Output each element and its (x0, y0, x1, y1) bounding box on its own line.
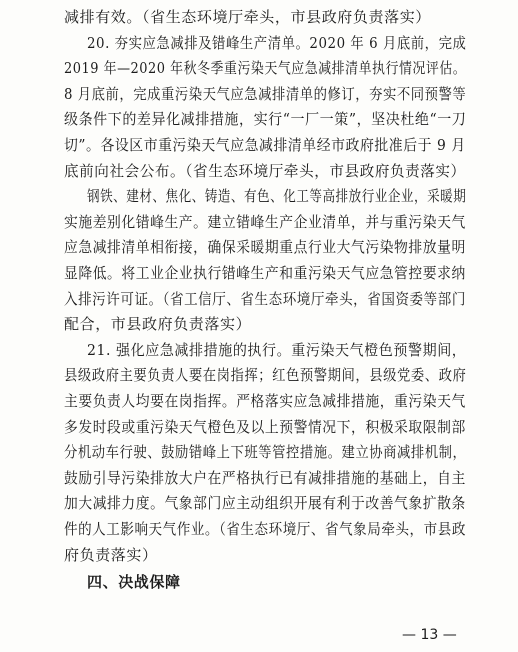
paragraph-line: 鼓励引导污染排放大户在严格执行已有减排措施的基础上，自主 (64, 468, 466, 487)
paragraph-line: 分机动车行驶、鼓励错峰上下班等管控措施。建立协商减排机制， (64, 443, 467, 462)
paragraph-line: 钢铁、建材、焦化、铸造、有色、化工等高排放行业企业，采暖期 (87, 187, 467, 206)
paragraph-line: 配合，市县政府负责落实） (64, 315, 252, 334)
paragraph-line: 入排污许可证。（省工信厅、省生态环境厅牵头，省国资委等部门 (64, 289, 466, 308)
paragraph-line: 主要负责人均要在岗指挥。严格落实应急减排措施，重污染天气 (64, 392, 466, 410)
paragraph-line: 减排有效。（省生态环境厅牵头，市县政府负责落实） (64, 8, 431, 26)
section-heading: 四、决战保障 (87, 573, 181, 592)
paragraph-line: 8 月底前，完成重污染天气应急减排清单的修订，夯实不同预警等 (64, 84, 467, 103)
paragraph-line: 加大减排力度。气象部门应主动组织开展有利于改善气象扩散条 (64, 494, 466, 513)
paragraph-line: 实施差别化错峰生产。建立错峰生产企业清单，并与重污染天气 (64, 212, 466, 231)
paragraph-line: 切”。各设区市重污染天气应急减排清单经市政府批准后于 9 月 (64, 136, 466, 154)
paragraph-line: 21. 强化应急减排措施的执行。重污染天气橙色预警期间， (87, 340, 467, 359)
paragraph-line: 应急减排清单相衔接，确保采暖期重点行业大气污染物排放量明 (64, 238, 466, 257)
paragraph-line: 多发时段或重污染天气橙色及以上预警情况下，积极采取限制部 (64, 417, 466, 436)
paragraph-line: 级条件下的差异化减排措施，实行“一厂一策”，坚决杜绝“一刀 (64, 110, 467, 129)
paragraph-line: 显降低。将工业企业执行错峰生产和重污染天气应急管控要求纳 (64, 264, 466, 282)
paragraph-line: 件的人工影响天气作业。（省生态环境厅、省气象局牵头，市县政 (64, 520, 466, 538)
paragraph-line: 2019 年—2020 年秋冬季重污染天气应急减排清单执行情况评估。 (64, 59, 467, 78)
paragraph-line: 府负责落实） (64, 545, 158, 564)
page-number: — 13 — (402, 627, 457, 643)
paragraph-line: 县级政府主要负责人要在岗指挥；红色预警期间，县级党委、政府 (64, 366, 467, 385)
paragraph-line: 20. 夯实应急减排及错峰生产清单。2020 年 6 月底前，完成 (87, 33, 467, 52)
paragraph-line: 底前向社会公布。（省生态环境厅牵头，市县政府负责落实） (64, 161, 466, 180)
